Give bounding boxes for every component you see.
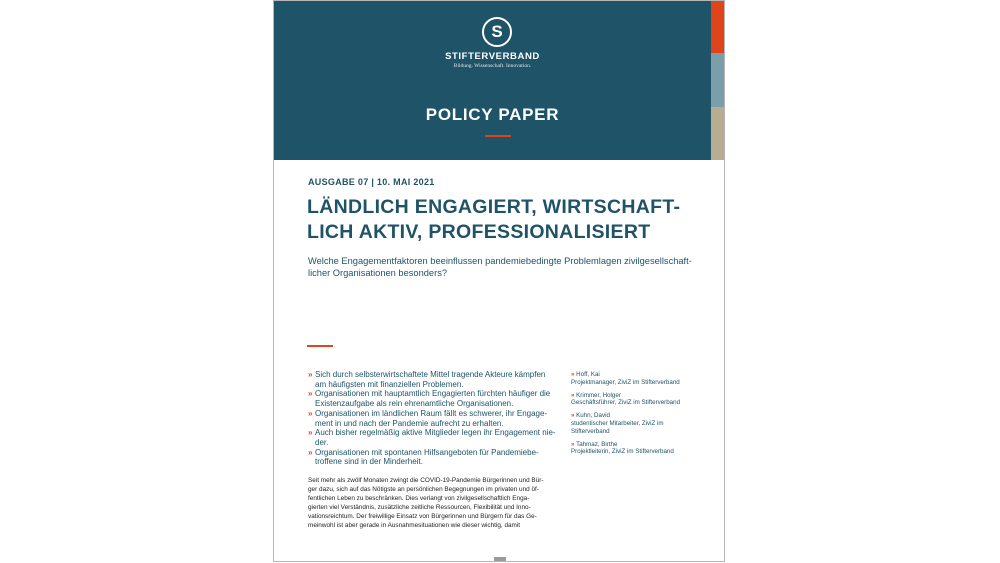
document-page: [273, 0, 725, 562]
header-divider: [485, 135, 511, 137]
author-entry: [571, 441, 721, 457]
author-entry: [571, 412, 721, 435]
stifterverband-logo-icon: S: [482, 17, 512, 47]
paper-type-title: POLICY PAPER: [425, 105, 560, 124]
author-entry: [571, 371, 721, 387]
title-line: LÄNDLICH ENGAGIERT, WIRTSCHAFT-: [307, 196, 681, 218]
body-line: vationsreichtum. Der freiwillige Einsatz von Bürgerinnen und Bürgern für das Ge-: [308, 512, 537, 520]
author-entry: [571, 392, 721, 408]
issue-date: AUSGABE 07 | 10. MAI 2021: [308, 177, 435, 187]
body-line: meinwohl ist aber gerade in Ausnahmesituationen wie dieser wichtig, damit: [308, 521, 521, 529]
body-line: fentlichen Leben zu beschränken. Dies verlangt von zivilgesellschaftlich Enga-: [308, 494, 530, 502]
accent-stripe-orange: [711, 1, 725, 53]
author-role: Projektleiterin, ZiviZ im Stifterverband: [571, 448, 674, 456]
brand-name: STIFTERVERBAND: [445, 51, 540, 62]
author-role: studentischer Mitarbeiter, ZiviZ im Stifterverband: [571, 419, 664, 435]
body-line: gierten viel Verständnis, zusätzliche zeitliche Ressourcen, Flexibilität und Inno-: [308, 503, 531, 511]
author-list: [571, 371, 721, 461]
accent-stripe-blue: [711, 53, 725, 107]
author-name: » Tahmaz, Birthe: [571, 441, 721, 449]
accent-stripe-sand: [711, 107, 725, 160]
list-item: » Organisationen im ländlichen Raum fällt es schwerer, ihr Engage- ment in und nach der Pandemie aufrecht zu erhalten.: [308, 409, 558, 428]
list-item: » Organisationen mit spontanen Hilfsangeboten für Pandemiebe- troffene sind in der Minderheit.: [308, 448, 558, 467]
header-banner: [274, 1, 711, 160]
subtitle-line: licher Organisationen besonders?: [308, 268, 448, 278]
body-line: ger dazu, sich auf das Nötigste an persönlichen Begegnungen im privaten und öf-: [308, 485, 539, 493]
body-paragraph: [308, 477, 560, 530]
list-item: » Sich durch selbsterwirtschaftete Mittel tragende Akteure kämpfen am häufigsten mit finanziellen Problemen.: [308, 370, 558, 389]
body-line: Seit mehr als zwölf Monaten zwingt die COVID-19-Pandemie Bürgerinnen und Bür-: [308, 477, 544, 484]
key-findings-list: [308, 370, 558, 467]
list-item: » Organisationen mit hauptamtlich Engagierten fürchten häufiger die Existenzaufgabe als rein ehrenamtliche Organisationen.: [308, 389, 558, 408]
list-item: » Auch bisher regelmäßig aktive Mitglieder legen ihr Engagement nie- der.: [308, 428, 558, 447]
document-title: [307, 195, 680, 245]
document-subtitle: [308, 255, 708, 279]
brand-tagline: Bildung. Wissenschaft. Innovation.: [453, 63, 532, 69]
subtitle-line: Welche Engagementfaktoren beeinflussen pandemiebedingte Problemlagen zivilgesellschaft-: [308, 256, 692, 266]
author-name: » Kuhn, David: [571, 412, 721, 420]
author-role: Geschäftsführer, ZiviZ im Stifterverband: [571, 399, 681, 407]
author-name: » Hoff, Kai: [571, 371, 721, 379]
page-indicator: [494, 557, 506, 562]
author-name: » Krimmer, Holger: [571, 392, 721, 400]
author-role: Projektmanager, ZiviZ im Stifterverband: [571, 378, 680, 386]
title-line: LICH AKTIV, PROFESSIONALISIERT: [307, 221, 651, 243]
section-divider: [307, 345, 333, 347]
